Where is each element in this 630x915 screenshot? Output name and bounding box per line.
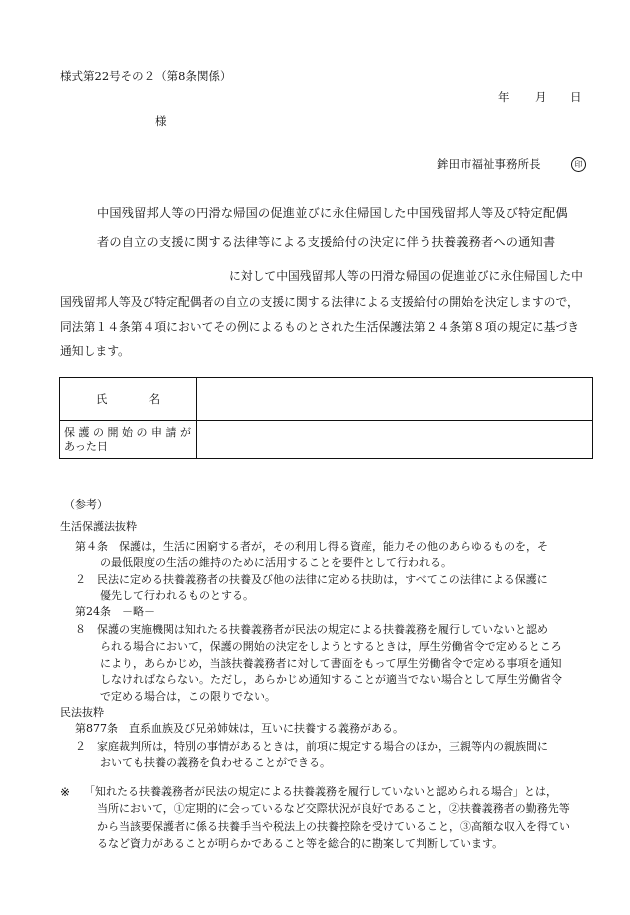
art4-p2-line1: ２ 民法に定める扶養義務者の扶養及び他の法律に定める扶助は，すべてこの法律による保護に	[75, 573, 548, 586]
name-label-left: 氏	[95, 391, 108, 406]
name-value-cell[interactable]	[197, 378, 593, 421]
reference-heading: （参考）	[64, 498, 108, 511]
application-date-label-cell	[60, 421, 197, 459]
sender-name: 鉾田市福祉事務所長	[437, 157, 541, 171]
application-date-label-line1: 保 護 の 開 始 の 申 請 が	[64, 425, 191, 439]
date-day-label: 日	[570, 90, 582, 104]
art4-p2-line2: 優先して行われるものとする。	[100, 589, 254, 602]
note-line3: から当該要保護者に係る扶養手当や税法上の扶養控除を受けていること，③高額な収入を得てい	[97, 820, 570, 833]
art24-p8-line5: で定める場合は，この限りでない。	[100, 690, 276, 703]
table-row	[60, 421, 593, 459]
note-mark: ※	[60, 785, 71, 799]
recipient-info-table	[59, 377, 593, 459]
date-month-label: 月	[535, 90, 547, 104]
art24-line: 第24条 －略－	[75, 605, 155, 618]
art4-line2: の最低限度の生活の維持のために活用することを要件として行われる。	[100, 556, 452, 569]
name-label-cell	[60, 378, 197, 421]
table-row	[60, 378, 593, 421]
law2-title: 民法抜粋	[60, 706, 104, 719]
application-date-value-cell[interactable]	[197, 421, 593, 459]
application-date-label-line2: あった日	[64, 439, 108, 453]
body-line3: 同法第１４条第４項においてその例によるものとされた生活保護法第２４条第８項の規定に基づき	[60, 320, 580, 334]
date-year-label: 年	[498, 90, 510, 104]
art4-line1: 第４条 保護は，生活に困窮する者が，その利用し得る資産，能力その他のあらゆるものを，そ	[75, 540, 548, 553]
art24-p8-line1: ８ 保護の実施機関は知れたる扶養義務者が民法の規定による扶養義務を履行していないと認め	[75, 623, 548, 636]
body-line1: に対して中国残留邦人等の円滑な帰国の促進並びに永住帰国した中	[229, 269, 583, 283]
note-line2: 当所において，①定期的に会っているなど交際状況が良好であること，②扶養義務者の勤務先等	[97, 802, 570, 815]
note-line4: るなど資力があることが明らかであること等を総合的に勘案して判断しています。	[97, 837, 504, 850]
art24-p8-line2: られる場合において，保護の開始の決定をしようとするときは，厚生労働省令で定めるところ	[100, 640, 562, 653]
form-number: 様式第22号その２（第8条関係）	[60, 69, 232, 83]
body-line2: 国残留邦人等及び特定配偶者の自立の支援に関する法律による支援給付の開始を決定しますので，	[60, 295, 579, 309]
law1-title: 生活保護法抜粋	[60, 520, 137, 533]
art24-p8-line4: しなければならない。ただし，あらかじめ通知することが適当でない場合として厚生労働省令	[100, 673, 562, 686]
art877-p2-line1: ２ 家庭裁判所は，特別の事情があるときは，前項に規定する場合のほか，三親等内の親族間に	[75, 740, 548, 753]
art24-p8-line3: により，あらかじめ，当該扶養義務者に対して書面をもって厚生労働省令で定める事項を通知	[100, 657, 562, 670]
document-title-line2: 者の自立の支援に関する法律等による支援給付の決定に伴う扶養義務者への通知書	[97, 235, 556, 249]
note-line1: 「知れたる扶養義務者が民法の規定による扶養義務を履行していないと認められる場合」とは，	[84, 785, 557, 798]
document-title-line1: 中国残留邦人等の円滑な帰国の促進並びに永住帰国した中国残留邦人等及び特定配偶	[97, 206, 568, 220]
art877-p2-line2: おいても扶養の義務を負わせることができる。	[100, 756, 331, 769]
seal-mark: 印	[571, 157, 586, 172]
body-line4: 通知します。	[60, 344, 130, 358]
addressee-honorific: 様	[155, 114, 167, 128]
name-label-right: 名	[148, 391, 161, 406]
art877-line: 第877条 直系血族及び兄弟姉妹は，互いに扶養する義務がある。	[75, 722, 404, 735]
